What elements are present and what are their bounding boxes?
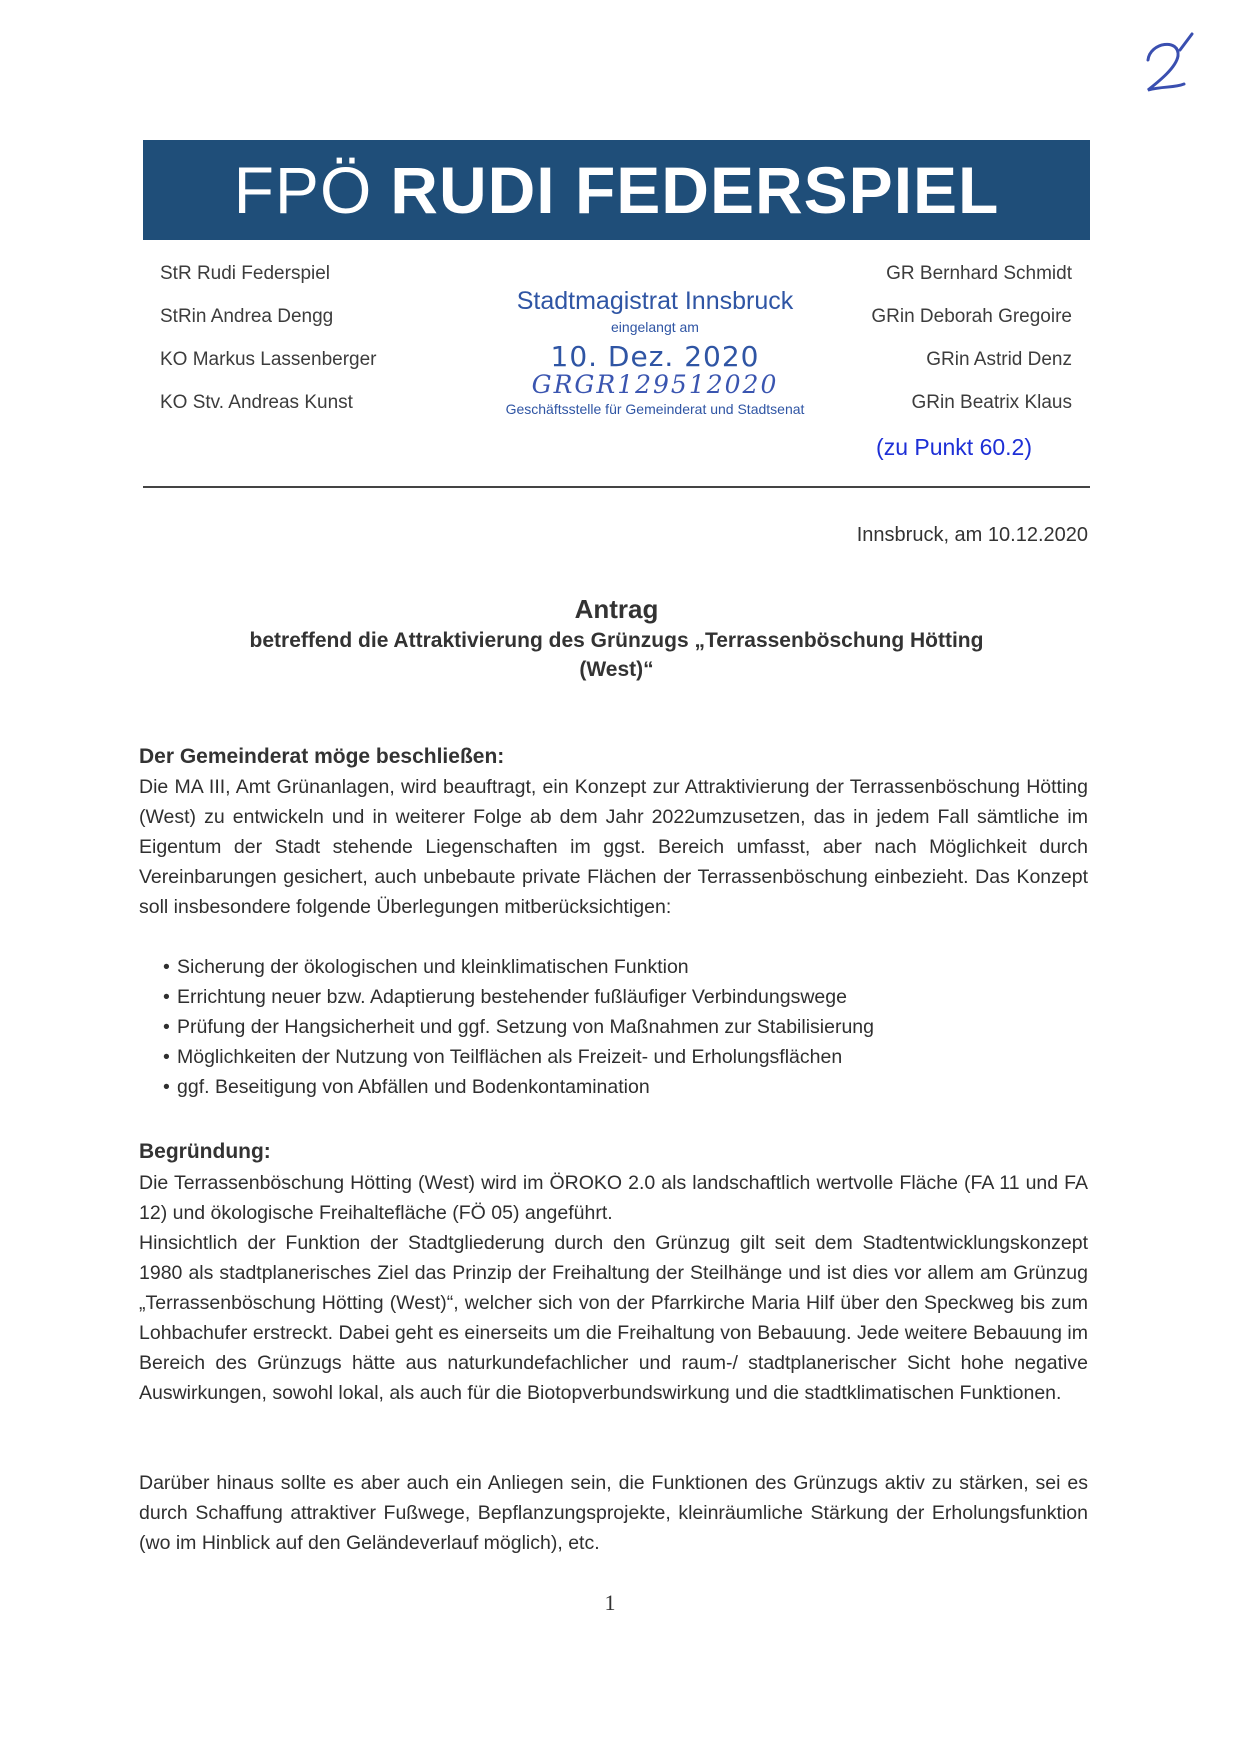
stamp-date: 10. Dez. 2020: [550, 340, 760, 373]
member-name: StRin Andrea Dengg: [160, 306, 334, 327]
banner-name: RUDI FEDERSPIEL: [390, 153, 1000, 227]
list-item: [163, 982, 874, 1012]
document-title: [143, 592, 1090, 684]
banner-prefix: FPÖ: [233, 153, 373, 227]
list-item: [163, 1072, 874, 1102]
member-name: GR Bernhard Schmidt: [886, 263, 1072, 284]
list-item-text: Prüfung der Hangsicherheit und ggf. Setzung von Maßnahmen zur Stabilisierung: [177, 1016, 874, 1038]
agenda-note: (zu Punkt 60.2): [876, 434, 1032, 460]
resolution-heading: Der Gemeinderat möge beschließen:: [139, 745, 505, 768]
handwritten-page-mark: [1140, 28, 1200, 98]
header-divider: [143, 486, 1090, 488]
justification-paragraph-1: Die Terrassenböschung Hötting (West) wird im ÖROKO 2.0 als landschaftlich wertvolle Fläche (FA 11 und FA 12) und ökologische Freihaltefläche (FÖ 05) angeführt.: [139, 1172, 1088, 1224]
place-and-date: Innsbruck, am 10.12.2020: [856, 524, 1088, 546]
bullet-icon: •: [163, 956, 170, 978]
member-name: GRin Deborah Gregoire: [871, 306, 1072, 327]
member-name: KO Stv. Andreas Kunst: [160, 392, 353, 413]
list-item-text: Errichtung neuer bzw. Adaptierung bestehender fußläufiger Verbindungswege: [177, 986, 847, 1008]
stamp-footer: Geschäftsstelle für Gemeinderat und Stadtsenat: [505, 401, 805, 417]
members-right-list: [871, 252, 1072, 424]
member-name: GRin Astrid Denz: [926, 349, 1072, 370]
stamp-reference: GRGR129512020: [531, 370, 779, 399]
list-item: [163, 1012, 874, 1042]
member-name: GRin Beatrix Klaus: [911, 392, 1072, 413]
list-item-text: Möglichkeiten der Nutzung von Teilflächen als Freizeit- und Erholungsflächen: [177, 1046, 843, 1068]
stamp-title: Stadtmagistrat Innsbruck: [516, 287, 794, 315]
bullet-icon: •: [163, 1046, 170, 1068]
members-left-list: [160, 252, 377, 424]
list-item-text: Sicherung der ökologischen und kleinklimatischen Funktion: [177, 956, 689, 978]
title-main: Antrag: [574, 594, 659, 624]
justification-heading: Begründung:: [139, 1140, 271, 1163]
justification-paragraph-2: Hinsichtlich der Funktion der Stadtgliederung durch den Grünzug gilt seit dem Stadtentwicklungskonzept 1980 als stadtplanerisches Ziel das Prinzip der Freihaltung der Steilhänge und ist dies vor allem am Grünzug „Terrassenböschung Hötting (West)“, welcher sich von der Pfarrkirche Maria Hilf über den Speckweg bis zum Lohbachufer erstreckt. Dabei geht es einerseits um die Freihaltung von Bebauung. Jede weitere Bebauung im Bereich des Grünzugs hätte aus naturkundefachlicher und raum-/ stadtplanerischer Sicht hohe negative Auswirkungen, sowohl lokal, als auch für die Biotopverbundswirkung und die stadtklimatischen Funktionen.: [139, 1232, 1088, 1404]
bullet-icon: •: [163, 1076, 170, 1098]
resolution-text: Die MA III, Amt Grünanlagen, wird beauftragt, ein Konzept zur Attraktivierung der Terrassenböschung Hötting (West) zu entwickeln und in weiterer Folge ab dem Jahr 2022umzusetzen, das in jedem Fall sämtliche im Eigentum der Stadt stehende Liegenschaften im ggst. Bereich umfasst, aber nach Möglichkeit durch Vereinbarungen gesichert, auch unbebaute private Flächen der Terrassenböschung einbezieht. Das Konzept soll insbesondere folgende Überlegungen mitberücksichtigen:: [139, 776, 1088, 918]
list-item: [163, 1042, 874, 1072]
justification-paragraph-3: Darüber hinaus sollte es aber auch ein Anliegen sein, die Funktionen des Grünzugs aktiv zu stärken, sei es durch Schaffung attraktiver Fußwege, Bepflanzungsprojekte, kleinräumliche Stärkung der Erholungsfunktion (wo im Hinblick auf den Geländeverlauf möglich), etc.: [139, 1472, 1088, 1554]
consideration-list: [163, 952, 874, 1102]
title-subject: betreffend die Attraktivierung des Grünzugs „Terrassenböschung Hötting (West)“: [249, 629, 984, 681]
stamp-subtitle: eingelangt am: [611, 319, 699, 335]
list-item: [163, 952, 874, 982]
receipt-stamp: [495, 286, 815, 436]
bullet-icon: •: [163, 986, 170, 1008]
bullet-icon: •: [163, 1016, 170, 1038]
member-name: StR Rudi Federspiel: [160, 263, 331, 284]
list-item-text: ggf. Beseitigung von Abfällen und Bodenkontamination: [177, 1076, 650, 1098]
party-banner: [143, 140, 1090, 240]
page-number: 1: [604, 1590, 616, 1615]
member-name: KO Markus Lassenberger: [160, 349, 377, 370]
